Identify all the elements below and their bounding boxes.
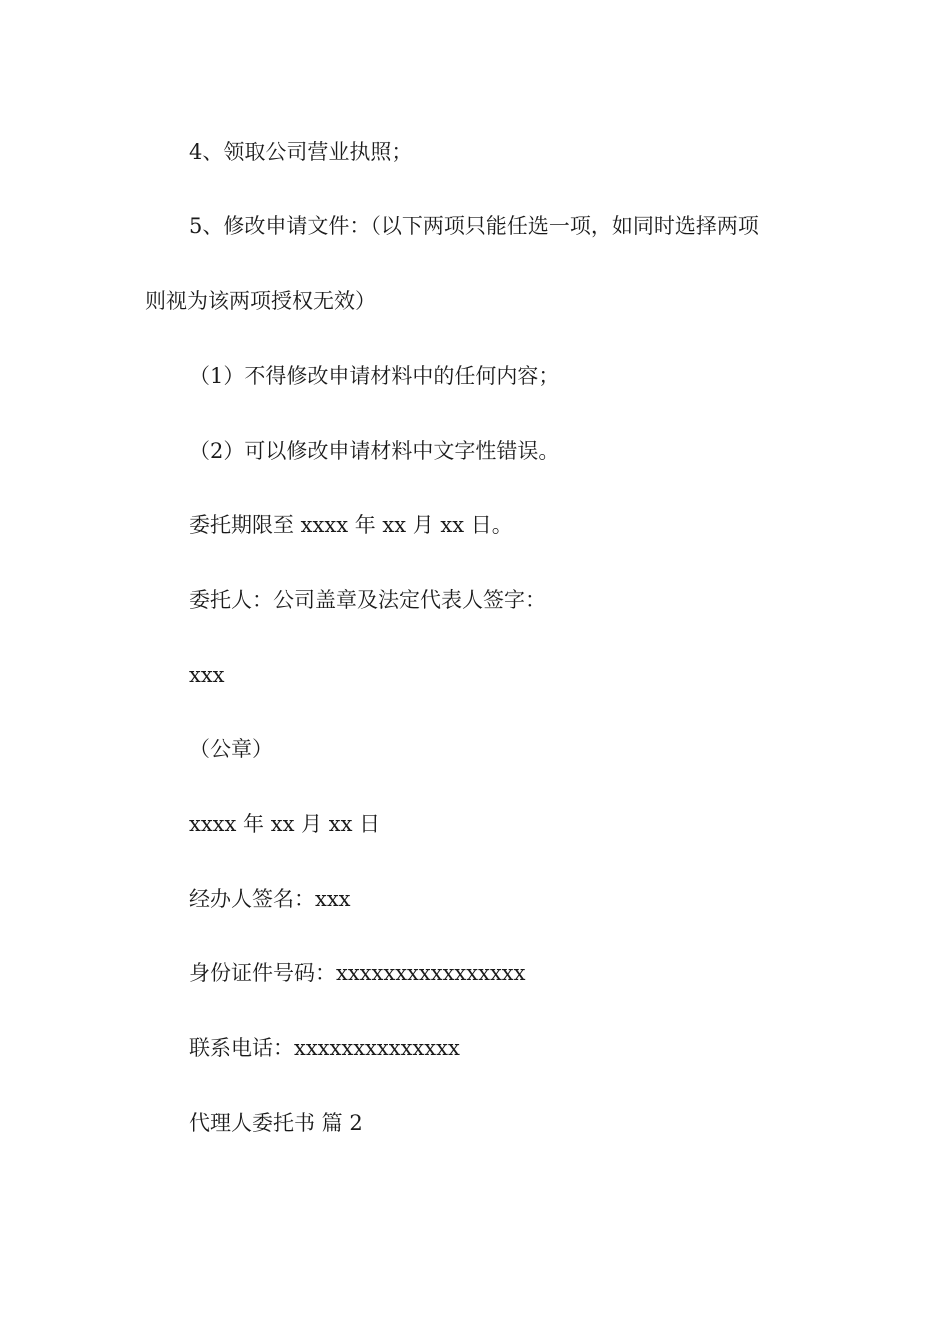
- company-seal: （公章）: [189, 737, 273, 761]
- option-1-text: （1）不得修改申请材料中的任何内容；: [189, 364, 560, 388]
- item-5-text: 5、修改申请文件：（以下两项只能任选一项，如同时选择两项: [189, 214, 759, 238]
- entrust-period: 委托期限至 xxxx 年 xx 月 xx 日。: [189, 513, 513, 537]
- id-number: 身份证件号码：xxxxxxxxxxxxxxxx: [189, 961, 526, 985]
- item-4-text: 4、领取公司营业执照；: [189, 140, 413, 164]
- section-heading: 代理人委托书 篇 2: [189, 1111, 363, 1135]
- handler-signature: 经办人签名：xxx: [189, 887, 351, 911]
- option-2-text: （2）可以修改申请材料中文字性错误。: [189, 439, 560, 463]
- sign-date: xxxx 年 xx 月 xx 日: [189, 812, 381, 836]
- item-5-continuation: 则视为该两项授权无效）: [145, 289, 376, 313]
- principal-label: 委托人：公司盖章及法定代表人签字：: [189, 588, 546, 612]
- principal-name: xxx: [189, 663, 225, 687]
- contact-phone: 联系电话：xxxxxxxxxxxxxx: [189, 1036, 460, 1060]
